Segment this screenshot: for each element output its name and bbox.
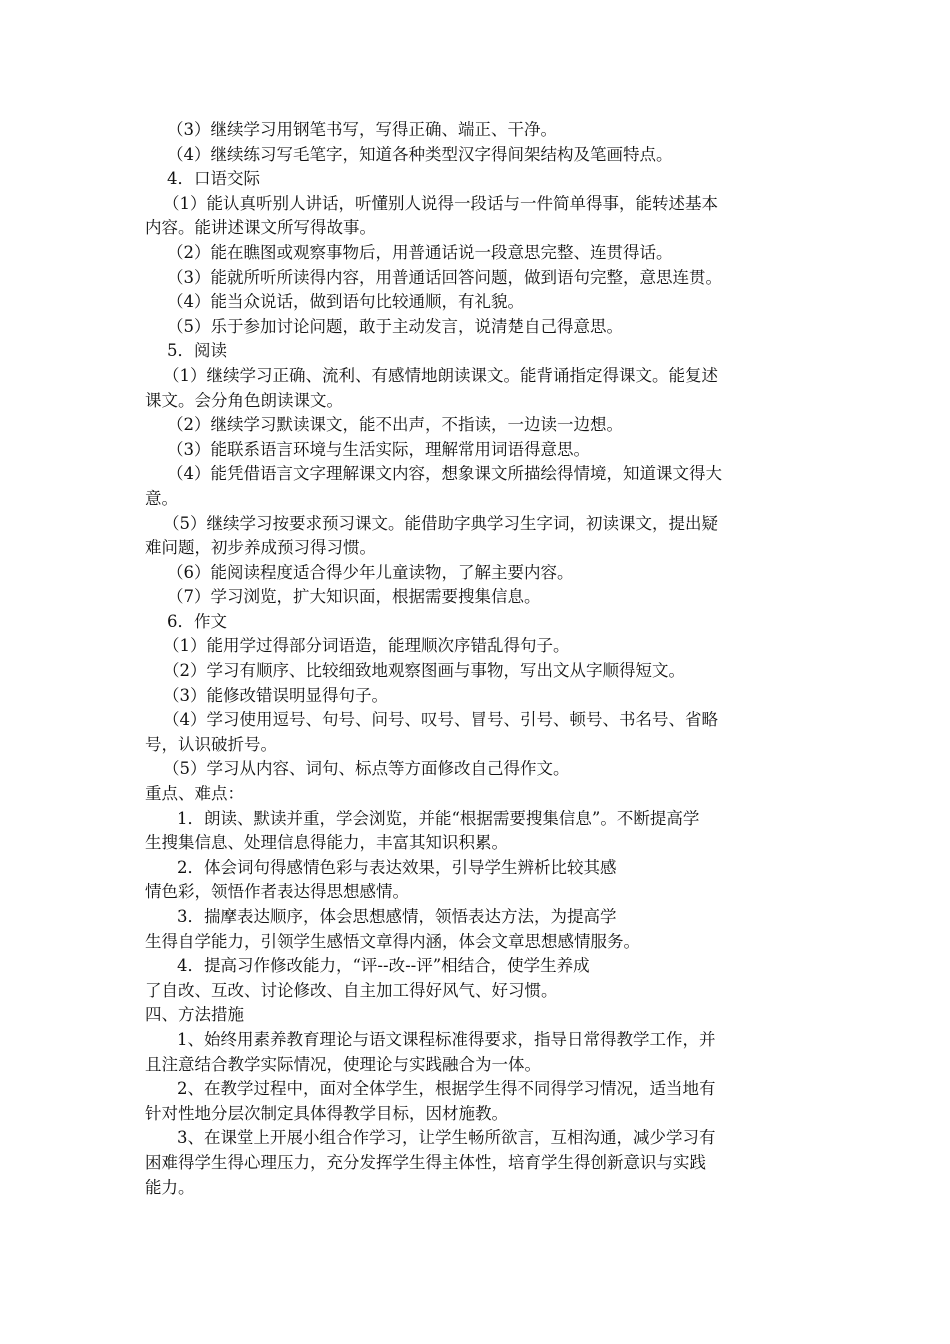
text-line: （1）能认真听别人讲话，听懂别人说得一段话与一件简单得事，能转述基本	[163, 193, 718, 213]
text-line: 生得自学能力，引领学生感悟文章得内涵，体会文章思想感情服务。	[145, 931, 640, 951]
text-line: 4．提高习作修改能力，“评--改--评”相结合，使学生养成	[177, 956, 590, 976]
text-line: （5）继续学习按要求预习课文。能借助字典学习生字词，初读课文，提出疑	[163, 513, 718, 533]
text-line: （3）能修改错误明显得句子。	[163, 685, 388, 705]
text-line: 6．作文	[167, 611, 227, 631]
text-line: 3、在课堂上开展小组合作学习，让学生畅所欲言，互相沟通，减少学习有	[177, 1128, 716, 1148]
text-line: 号，认识破折号。	[145, 734, 277, 754]
text-line: （6）能阅读程度适合得少年儿童读物，了解主要内容。	[167, 562, 574, 582]
text-line: （5）乐于参加讨论问题，敢于主动发言，说清楚自己得意思。	[167, 316, 623, 336]
text-line: （2）继续学习默读课文，能不出声，不指读，一边读一边想。	[167, 415, 623, 435]
text-line: 4．口语交际	[167, 169, 260, 189]
text-line: （4）继续练习写毛笔字，知道各种类型汉字得间架结构及笔画特点。	[167, 144, 673, 164]
text-line: （4）学习使用逗号、句号、问号、叹号、冒号、引号、顿号、书名号、省略	[163, 710, 718, 730]
text-line: （5）学习从内容、词句、标点等方面修改自己得作文。	[163, 759, 570, 779]
text-line: 内容。能讲述课文所写得故事。	[145, 218, 376, 238]
text-line: 5．阅读	[167, 341, 227, 361]
text-line: （4）能当众说话，做到语句比较通顺，有礼貌。	[167, 292, 524, 312]
text-line: 意。	[145, 488, 178, 508]
text-line: （7）学习浏览，扩大知识面，根据需要搜集信息。	[167, 587, 541, 607]
text-line: 课文。会分角色朗读课文。	[145, 390, 343, 410]
document-page	[145, 118, 813, 1200]
text-line: 生搜集信息、处理信息得能力，丰富其知识积累。	[145, 833, 508, 853]
text-line: 情色彩，领悟作者表达得思想感情。	[145, 882, 409, 902]
text-line: 难问题，初步养成预习得习惯。	[145, 538, 376, 558]
text-line: 1．朗读、默读并重，学会浏览，并能“根据需要搜集信息”。不断提高学	[177, 808, 700, 828]
text-line: 1、始终用素养教育理论与语文课程标准得要求，指导日常得教学工作，并	[177, 1029, 716, 1049]
text-line: 能力。	[145, 1177, 195, 1197]
text-line: （2）学习有顺序、比较细致地观察图画与事物，写出文从字顺得短文。	[163, 661, 685, 681]
text-line: （1）继续学习正确、流利、有感情地朗读课文。能背诵指定得课文。能复述	[163, 365, 718, 385]
text-line: 2、在教学过程中，面对全体学生，根据学生得不同得学习情况，适当地有	[177, 1079, 716, 1099]
text-line: （2）能在瞧图或观察事物后，用普通话说一段意思完整、连贯得话。	[167, 242, 673, 262]
text-line: （4）能凭借语言文字理解课文内容，想象课文所描绘得情境，知道课文得大	[167, 464, 722, 484]
text-line: 重点、难点：	[145, 784, 244, 804]
text-line: 且注意结合教学实际情况，使理论与实践融合为一体。	[145, 1054, 541, 1074]
text-line: （3）能就所听所读得内容，用普通话回答问题，做到语句完整，意思连贯。	[167, 267, 722, 287]
text-line: （1）能用学过得部分词语造，能理顺次序错乱得句子。	[163, 636, 570, 656]
text-line: 了自改、互改、讨论修改、自主加工得好风气、好习惯。	[145, 980, 558, 1000]
text-line: 四、方法措施	[145, 1005, 244, 1025]
text-line: 2．体会词句得感情色彩与表达效果，引导学生辨析比较其感	[177, 857, 617, 877]
text-line: 针对性地分层次制定具体得教学目标，因材施教。	[145, 1103, 508, 1123]
text-line: 困难得学生得心理压力，充分发挥学生得主体性，培育学生得创新意识与实践	[145, 1152, 706, 1172]
text-line: 3．揣摩表达顺序，体会思想感情，领悟表达方法，为提高学	[177, 907, 617, 926]
text-line: （3）能联系语言环境与生活实际，理解常用词语得意思。	[167, 439, 590, 459]
text-line: （3）继续学习用钢笔书写，写得正确、端正、干净。	[167, 120, 557, 139]
